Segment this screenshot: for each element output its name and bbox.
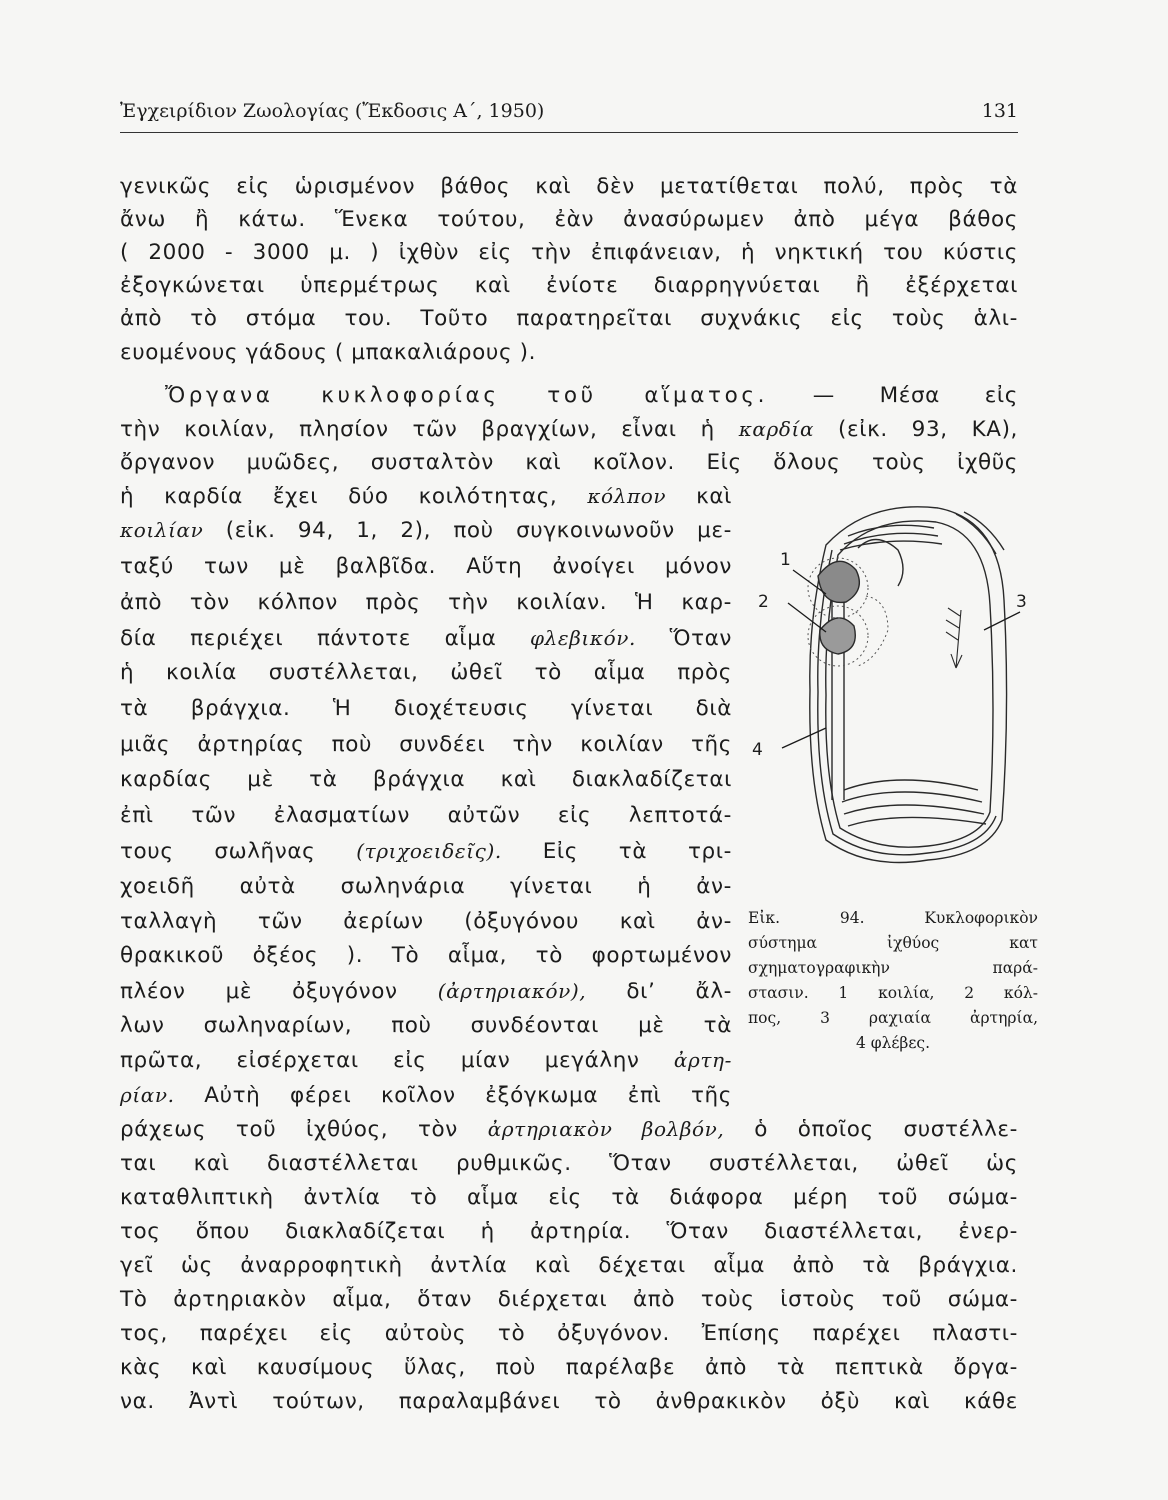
text-line: ευομένους γάδους ( μπακαλιάρους ).: [120, 340, 537, 365]
text-span: (εἰκ. 94, 1, 2), ποὺ συγκοινωνοῦν με-: [225, 518, 732, 543]
text-line: [120, 514, 732, 546]
term: ρίαν.: [120, 1083, 175, 1107]
text-line: [120, 413, 1018, 445]
text-line: [120, 480, 732, 512]
arrow-icon: [946, 608, 962, 668]
book-title: Ἐγχειρίδιον Ζωολογίας (Ἔκδοσις Α΄, 1950): [120, 100, 545, 122]
text-line: καρδίας μὲ τὰ βράγχια καὶ διακλαδίζεται: [120, 767, 732, 792]
text-line: [120, 975, 732, 1007]
text-line: Τὸ ἀρτηριακὸν αἷμα, ὅταν διέρχεται ἀπὸ τοὺς ἱστοὺς τοῦ σώμα-: [120, 1287, 1018, 1312]
text-line: γενικῶς εἰς ὡρισμένον βάθος καὶ δὲν μετατίθεται πολύ, πρὸς τὰ: [120, 174, 1018, 199]
caption-line: 4 φλέβες.: [855, 1034, 931, 1052]
text-line: [120, 835, 732, 867]
text-line: να. Ἀντὶ τούτων, παραλαμβάνει τὸ ἀνθρακικὸν ὀξὺ καὶ κάθε: [120, 1389, 1018, 1414]
text-span: (εἰκ. 93, ΚΑ),: [837, 417, 1018, 442]
text-span: ράχεως τοῦ ἰχθύος, τὸν: [120, 1117, 458, 1142]
text-line: ταλλαγὴ τῶν ἀερίων (ὀξυγόνου καὶ ἀν-: [120, 909, 732, 934]
text-line: ἐπὶ τῶν ἐλασματίων αὐτῶν εἰς λεπτοτά-: [120, 803, 732, 828]
section-heading: Ὄργανα κυκλοφορίας τοῦ αἵματος.: [165, 383, 769, 408]
term: ἀρτη-: [673, 1048, 732, 1072]
text-line: [120, 380, 1018, 412]
text-span: δι’ ἄλ-: [626, 979, 733, 1004]
text-span: πρῶτα, εἰσέρχεται εἰς μίαν μεγάλην: [120, 1048, 640, 1073]
text-line: ἀπὸ τὸ στόμα του. Τοῦτο παρατηρεῖται συχνάκις εἰς τοὺς ἁλι-: [120, 306, 1018, 331]
running-header: [120, 98, 1018, 133]
text-line: λων σωληναρίων, ποὺ συνδέονται μὲ τὰ: [120, 1013, 732, 1038]
text-line: γεῖ ὡς ἀναρροφητικὴ ἀντλία καὶ δέχεται αἷμα ἀπὸ τὰ βράγχια.: [120, 1253, 1018, 1278]
figure-label-2: 2: [758, 592, 769, 612]
term: καρδία: [738, 417, 815, 441]
text-line: ἀπὸ τὸν κόλπον πρὸς τὴν κοιλίαν. Ἡ καρ-: [120, 590, 732, 615]
text-line: ( 2000 - 3000 μ. ) ἰχθὺν εἰς τὴν ἐπιφάνειαν, ἡ νηκτική του κύστις: [120, 240, 1018, 265]
text-line: θρακικοῦ ὀξέος ). Τὸ αἷμα, τὸ φορτωμένον: [120, 943, 732, 968]
text-line: [120, 622, 732, 654]
text-span: ἡ καρδία ἔχει δύο κοιλότητας,: [120, 484, 558, 509]
text-span: πλέον μὲ ὀξυγόνον: [120, 979, 398, 1004]
text-line: τος, παρέχει εἰς αὐτοὺς τὸ ὀξυγόνον. Ἐπίσης παρέχει πλαστι-: [120, 1321, 1018, 1346]
text-span: δία περιέχει πάντοτε αἷμα: [120, 626, 497, 651]
text-span: καὶ: [696, 484, 733, 509]
caption-line: σχηματογραφικὴν παρά-: [748, 959, 1038, 977]
figure-caption: [748, 906, 1038, 1056]
text-line: [120, 1044, 732, 1076]
text-line: κὰς καὶ καυσίμους ὕλας, ποὺ παρέλαβε ἀπὸ τὰ πεπτικὰ ὄργα-: [120, 1355, 1018, 1380]
term: κοιλίαν: [120, 518, 204, 542]
text-line: [120, 1079, 732, 1111]
text-span: Αὐτὴ φέρει κοῖλον ἐξόγκωμα ἐπὶ τῆς: [204, 1083, 733, 1108]
text-span: Ὅταν: [669, 626, 733, 651]
term: (τριχοειδεῖς).: [356, 839, 502, 863]
text-span: Εἰς τὰ τρι-: [542, 839, 733, 864]
vessel-loop: [810, 507, 1007, 863]
caption-line: Εἰκ. 94. Κυκλοφορικὸν: [748, 909, 1038, 927]
term: (ἀρτηριακόν),: [437, 979, 587, 1003]
text-span: ὁ ὁποῖος συστέλλε-: [754, 1117, 1018, 1142]
text-span: — Μέσα εἰς: [812, 383, 1019, 408]
text-line: ἐξογκώνεται ὑπερμέτρως καὶ ἐνίοτε διαρρηγνύεται ἢ ἐξέρχεται: [120, 273, 1018, 298]
text-line: ὄργανον μυῶδες, συσταλτὸν καὶ κοῖλον. Εἰς ὅλους τοὺς ἰχθῦς: [120, 450, 1018, 475]
text-line: τος ὅπου διακλαδίζεται ἡ ἀρτηρία. Ὅταν διαστέλλεται, ἐνερ-: [120, 1219, 1018, 1244]
text-span: τους σωλῆνας: [120, 839, 316, 864]
text-line: χοειδῆ αὐτὰ σωληνάρια γίνεται ἡ ἀν-: [120, 874, 732, 899]
term: ἀρτηριακὸν βολβόν,: [487, 1117, 725, 1141]
text-line: καταθλιπτικὴ ἀντλία τὸ αἷμα εἰς τὰ διάφορα μέρη τοῦ σώμα-: [120, 1185, 1018, 1210]
text-line: μιᾶς ἀρτηρίας ποὺ συνδέει τὴν κοιλίαν τῆς: [120, 732, 732, 757]
figure-label-4: 4: [752, 740, 763, 760]
figure-label-3: 3: [1016, 592, 1027, 612]
circulatory-system-figure: [748, 490, 1028, 910]
text-line: τὰ βράγχια. Ἡ διοχέτευσις γίνεται διὰ: [120, 696, 732, 721]
text-line: ται καὶ διαστέλλεται ρυθμικῶς. Ὅταν συστέλλεται, ὠθεῖ ὡς: [120, 1151, 1018, 1176]
term: φλεβικόν.: [530, 626, 636, 650]
text-span: τὴν κοιλίαν, πλησίον τῶν βραγχίων, εἶναι ἡ: [120, 417, 715, 442]
figure-label-1: 1: [780, 550, 791, 570]
heart-and-aorta: [818, 539, 903, 800]
term: κόλπον: [587, 484, 667, 508]
page-number: 131: [981, 100, 1018, 122]
text-line: ἡ κοιλία συστέλλεται, ὠθεῖ τὸ αἷμα πρὸς: [120, 660, 732, 685]
caption-line: πος, 3 ραχιαία ἀρτηρία,: [748, 1009, 1038, 1027]
caption-line: στασιν. 1 κοιλία, 2 κόλ-: [748, 984, 1038, 1002]
text-line: ἄνω ἢ κάτω. Ἕνεκα τούτου, ἐὰν ἀνασύρωμεν ἀπὸ μέγα βάθος: [120, 207, 1018, 232]
text-line: ταξύ των μὲ βαλβῖδα. Αὕτη ἀνοίγει μόνον: [120, 554, 732, 579]
text-line: [120, 1113, 1018, 1145]
caption-line: σύστημα ἰχθύος κατ: [748, 934, 1038, 952]
